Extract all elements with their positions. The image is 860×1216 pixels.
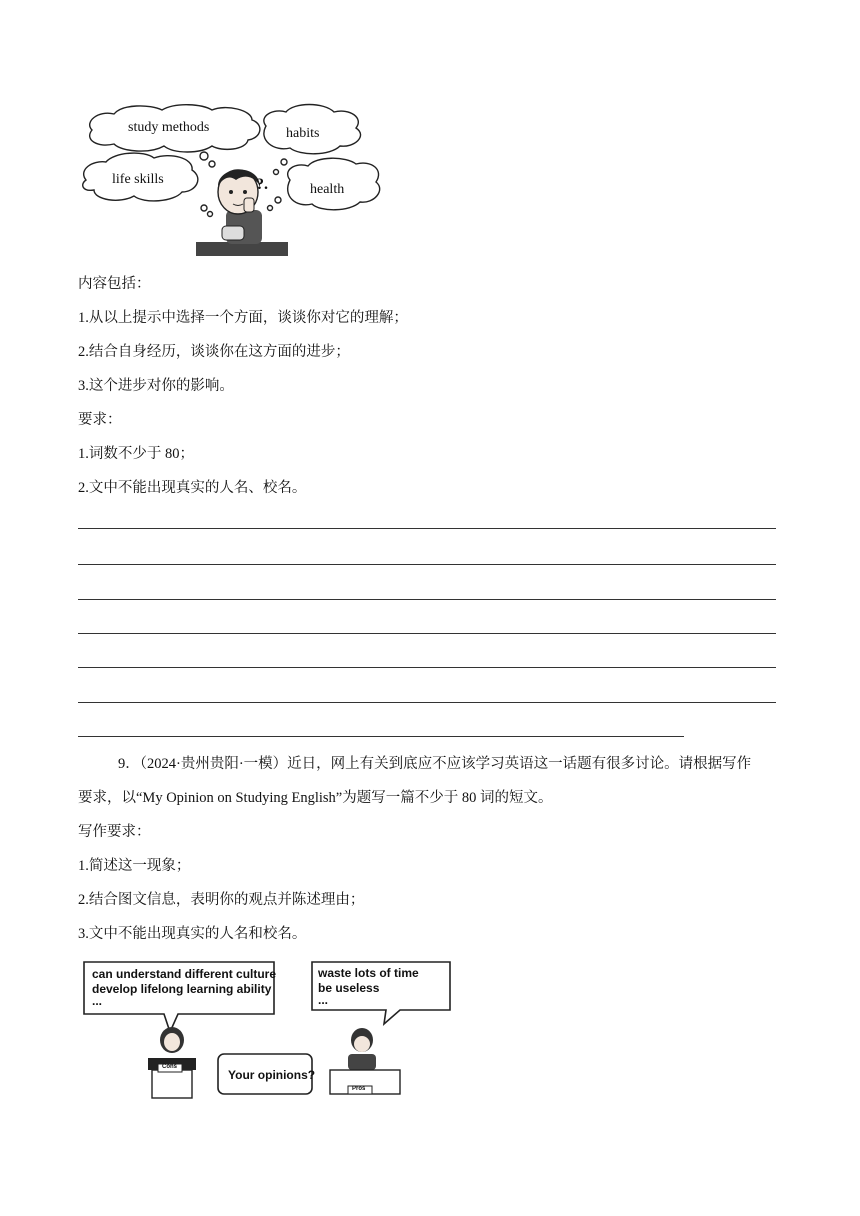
cloud-label-health: health [310,182,345,197]
left-bubble-line: can understand different culture [92,967,277,981]
cons-sign-label: Cons [162,1064,177,1070]
writing-requirement-item: 1.简述这一现象； [78,858,191,874]
center-box-label: Your opinions? [228,1068,316,1082]
content-heading: 内容包括： [78,276,151,292]
pros-sign-label: Pros [352,1086,366,1092]
content-item: 2.结合自身经历，谈谈你在这方面的进步； [78,344,350,360]
answer-line[interactable] [78,702,776,703]
right-bubble-line: ... [318,993,329,1007]
answer-line[interactable] [78,564,776,565]
requirements-heading: 要求： [78,412,122,428]
left-bubble-line: ... [92,994,103,1008]
right-bubble-line: waste lots of time [318,966,419,980]
right-bubble-line: be useless [318,981,380,995]
pros-student-icon [330,1028,400,1094]
requirement-item: 2.文中不能出现真实的人名、校名。 [78,480,307,496]
question-marks: ?. [256,176,268,193]
writing-requirement-item: 3.文中不能出现真实的人名和校名。 [78,926,307,942]
writing-requirement-item: 2.结合图文信息，表明你的观点并陈述理由； [78,892,365,908]
answer-line[interactable] [78,667,776,668]
question-9-line-2: 要求，以“My Opinion on Studying English”为题写一篇不少于 80 词的短文。 [78,790,553,806]
figure-topics [78,100,388,260]
answer-line[interactable] [78,633,776,634]
cloud-label-life-skills: life skills [112,172,164,187]
writing-requirements-heading: 写作要求： [78,824,151,840]
figure-debate [78,958,458,1104]
content-item: 1.从以上提示中选择一个方面，谈谈你对它的理解； [78,310,408,326]
requirement-item: 1.词数不少于 80； [78,446,194,462]
answer-line[interactable] [78,528,776,529]
cloud-label-study-methods: study methods [128,120,210,135]
cloud-label-habits: habits [286,126,320,141]
left-bubble-line: develop lifelong learning ability [92,982,272,996]
cons-student-icon [148,1027,196,1098]
answer-line[interactable] [78,736,684,737]
answer-line[interactable] [78,599,776,600]
content-item: 3.这个进步对你的影响。 [78,378,234,394]
question-9-line-1: 9．（2024·贵州贵阳·一模）近日，网上有关到底应不应该学习英语这一话题有很多讨论。请根据写作 [118,756,752,772]
